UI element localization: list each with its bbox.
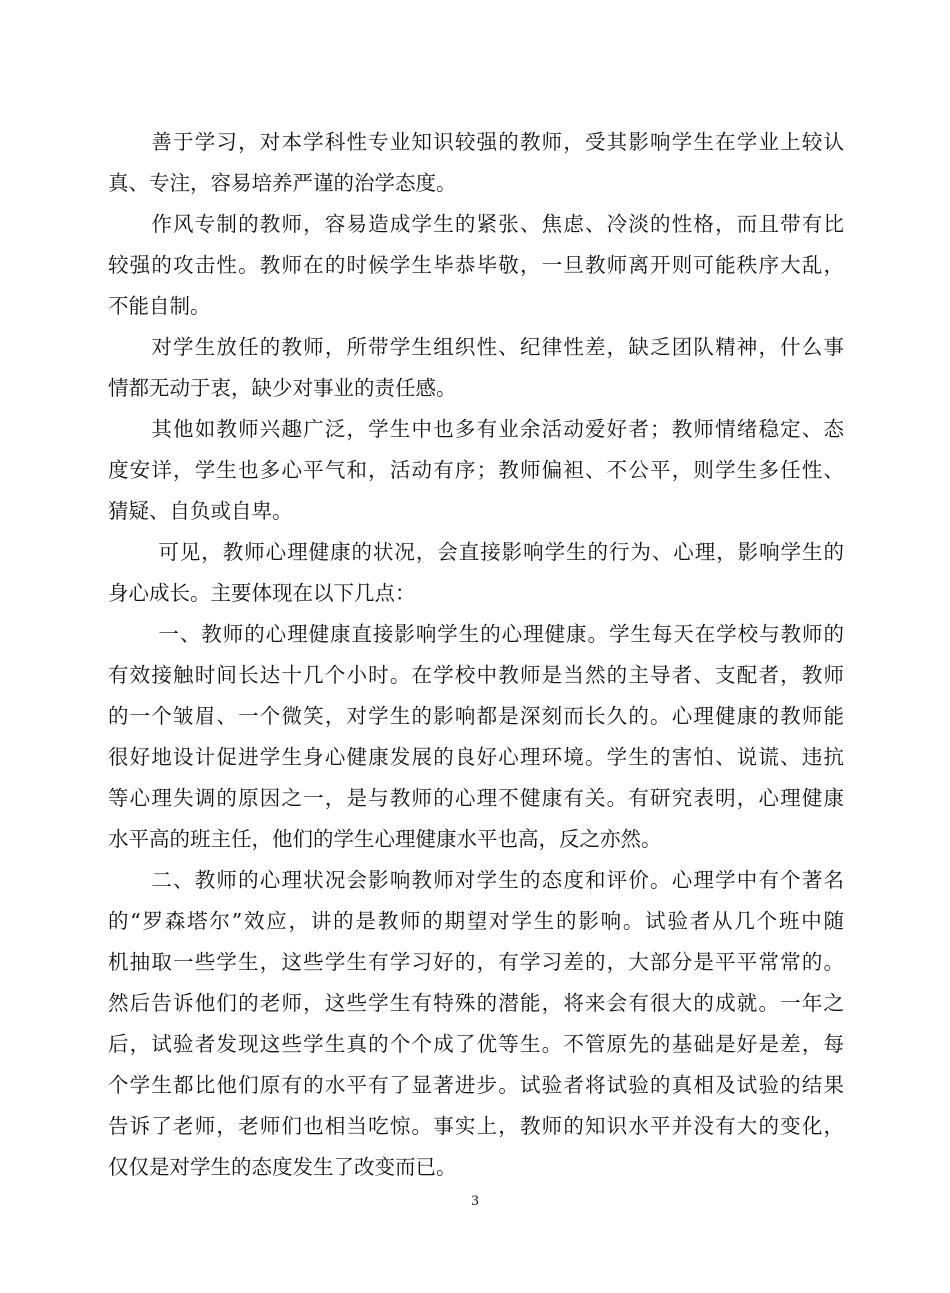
page-number: 3 [471,1193,479,1209]
text-line: 仅仅是对学生的态度发生了改变而已。 [108,1155,457,1179]
text-line: 真、专注，容易培养严谨的治学态度。 [108,171,457,195]
text-line: 有效接触时间长达十几个小时。在学校中教师是当然的主导者、支配者，教师 [108,663,844,687]
text-line: 后，试验者发现这些学生真的个个成了优等生。不管原先的基础是好是差，每 [108,1032,844,1056]
text-line: 对学生放任的教师，所带学生组织性、纪律性差，缺乏团队精神，什么事 [108,335,844,359]
text-line: 机抽取一些学生，这些学生有学习好的，有学习差的，大部分是平平常常的。 [108,950,844,974]
text-line: 一、教师的心理健康直接影响学生的心理健康。学生每天在学校与教师的 [108,622,844,646]
text-line: 等心理失调的原因之一，是与教师的心理不健康有关。有研究表明，心理健康 [108,786,844,810]
text-line: 很好地设计促进学生身心健康发展的良好心理环境。学生的害怕、说谎、违抗 [108,745,844,769]
text-line: 的一个皱眉、一个微笑，对学生的影响都是深刻而长久的。心理健康的教师能 [108,704,844,728]
text-line: 度安详，学生也多心平气和，活动有序；教师偏袒、不公平，则学生多任性、 [108,458,844,482]
text-line: 然后告诉他们的老师，这些学生有特殊的潜能，将来会有很大的成就。一年之 [108,991,844,1015]
text-line: 水平高的班主任，他们的学生心理健康水平也高，反之亦然。 [108,827,662,851]
text-line: 告诉了老师，老师们也相当吃惊。事实上，教师的知识水平并没有大的变化， [108,1114,844,1138]
text-line: 猜疑、自负或自卑。 [108,499,293,523]
text-line: 情都无动于衷，缺少对事业的责任感。 [108,376,457,400]
text-line: 的“罗森塔尔”效应，讲的是教师的期望对学生的影响。试验者从几个班中随 [108,909,844,933]
text-line: 较强的攻击性。教师在的时候学生毕恭毕敬，一旦教师离开则可能秩序大乱， [108,253,844,277]
text-line: 善于学习，对本学科性专业知识较强的教师，受其影响学生在学业上较认 [108,130,844,154]
text-line: 其他如教师兴趣广泛，学生中也多有业余活动爱好者；教师情绪稳定、态 [108,417,844,441]
text-line: 不能自制。 [108,294,211,318]
text-line: 二、教师的心理状况会影响教师对学生的态度和评价。心理学中有个著名 [108,868,844,892]
text-line: 可见，教师心理健康的状况，会直接影响学生的行为、心理，影响学生的 [108,540,844,564]
text-line: 个学生都比他们原有的水平有了显著进步。试验者将试验的真相及试验的结果 [108,1073,844,1097]
text-line: 作风专制的教师，容易造成学生的紧张、焦虑、冷淡的性格，而且带有比 [108,212,844,236]
text-line: 身心成长。主要体现在以下几点： [108,581,416,605]
